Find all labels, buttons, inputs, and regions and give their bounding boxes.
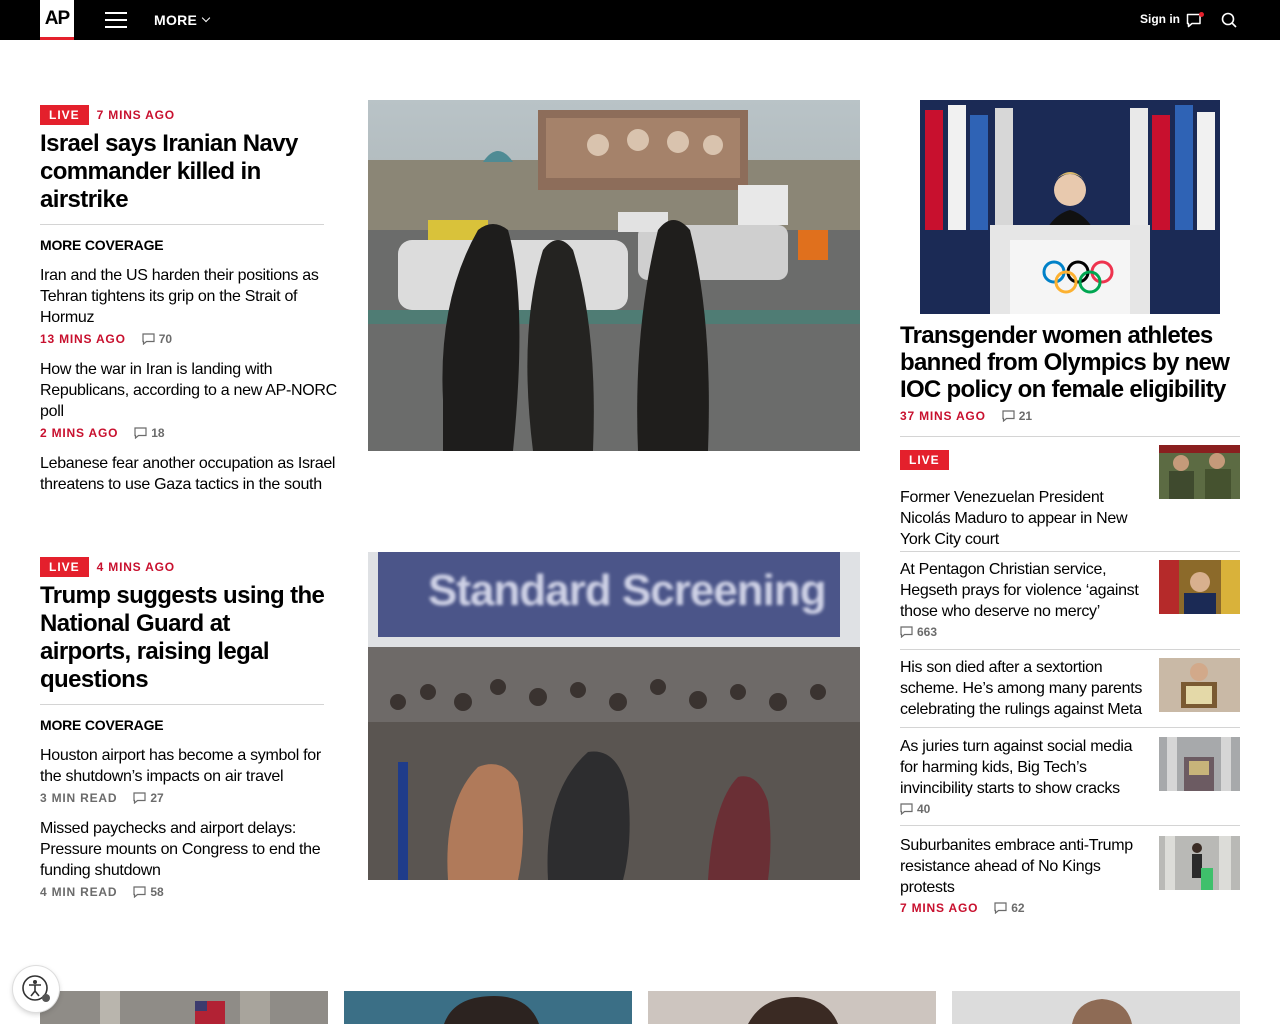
divider	[900, 649, 1240, 650]
protester-thumbnail-image	[1159, 836, 1240, 890]
divider	[40, 704, 324, 705]
right-lead-story	[900, 322, 1240, 423]
olympics-photo[interactable]	[920, 100, 1220, 314]
story1-column	[40, 104, 340, 495]
list-item	[40, 265, 340, 346]
chevron-down-icon	[202, 14, 210, 22]
bottom-story-photo-3[interactable]	[648, 991, 936, 1024]
hegseth-thumbnail[interactable]	[1159, 560, 1240, 614]
comment-icon	[900, 626, 913, 638]
no-kings-story-link[interactable]: Suburbanites embrace anti-Trump resistance ahead of No Kings protests	[900, 837, 1133, 896]
maduro-story-link[interactable]: Former Venezuelan President Nicolás Maduro to appear in New York City court	[900, 489, 1128, 548]
list-item	[900, 559, 1150, 643]
sextortion-story-link[interactable]: His son died after a sextortion scheme. He’s among many parents celebrating the rulings against Meta	[900, 659, 1143, 718]
accessibility-icon	[21, 974, 51, 1004]
comment-icon	[134, 427, 147, 439]
live-badge: LIVE	[40, 105, 89, 125]
comment-number: 58	[150, 885, 164, 899]
comments-notification-icon[interactable]	[1186, 12, 1204, 28]
list-item	[40, 818, 340, 899]
comment-icon	[900, 803, 913, 815]
comments-count[interactable]	[994, 901, 1024, 915]
comment-number: 62	[1011, 901, 1025, 915]
ap-logo[interactable]	[40, 0, 74, 40]
read-time: 3 MIN READ	[40, 791, 118, 805]
comments-count[interactable]	[133, 885, 163, 899]
accessibility-button[interactable]	[13, 966, 59, 1012]
list-item	[900, 657, 1150, 720]
bottom-story-photo-2[interactable]	[344, 991, 632, 1024]
comment-icon	[994, 902, 1007, 914]
list-item	[900, 450, 1150, 550]
more-coverage-label: MORE COVERAGE	[40, 237, 164, 253]
comments-count[interactable]	[1002, 409, 1032, 423]
hamburger-menu-icon[interactable]	[105, 12, 127, 28]
list-item	[900, 736, 1150, 820]
sign-in-link[interactable]: Sign in	[1140, 12, 1180, 26]
olympic-ceremony-photo	[920, 100, 1220, 314]
divider	[900, 825, 1240, 826]
hegseth-thumbnail-image	[1159, 560, 1240, 614]
story1-headline[interactable]: Israel says Iranian Navy commander killed in airstrike	[40, 130, 298, 213]
parent-photo-thumbnail-image	[1159, 658, 1240, 712]
time-label: 7 MINS AGO	[900, 901, 979, 915]
more-label: MORE	[154, 12, 198, 28]
comment-icon	[133, 886, 146, 898]
comments-count[interactable]	[134, 426, 164, 440]
standard-screening-sign: Standard Screening	[428, 566, 826, 615]
building-flag-image	[40, 991, 328, 1024]
story2-link-2[interactable]: Missed paychecks and airport delays: Pressure mounts on Congress to end the funding shutdown	[40, 820, 321, 879]
story1-photo[interactable]	[368, 100, 860, 451]
comments-count[interactable]	[142, 332, 172, 346]
story1-link-2[interactable]: How the war in Iran is landing with Republicans, according to a new AP-NORC poll	[40, 361, 337, 420]
portrait-image-1	[344, 991, 632, 1024]
hegseth-story-link[interactable]: At Pentagon Christian service, Hegseth prays for violence ‘against those who deserve no mercy’	[900, 561, 1139, 620]
comment-icon	[1002, 410, 1015, 422]
divider	[900, 551, 1240, 552]
list-item	[40, 453, 340, 495]
comment-number: 70	[158, 332, 173, 346]
list-item	[40, 745, 340, 805]
story2-column	[40, 556, 340, 899]
no-kings-thumbnail[interactable]	[1159, 836, 1240, 890]
more-menu-button[interactable]	[154, 12, 209, 28]
bottom-story-photo-4[interactable]	[952, 991, 1240, 1024]
logo-text: AP	[44, 7, 70, 29]
comment-number: 27	[150, 791, 164, 805]
top-navigation-bar	[0, 0, 1280, 40]
comments-count[interactable]	[900, 802, 930, 816]
comments-count[interactable]	[900, 625, 937, 639]
live-badge: LIVE	[40, 557, 89, 577]
story2-link-1[interactable]: Houston airport has become a symbol for the shutdown’s impacts on air travel	[40, 747, 321, 785]
list-item	[40, 359, 340, 440]
divider	[900, 436, 1240, 437]
live-badge: LIVE	[900, 450, 949, 470]
story1-link-1[interactable]: Iran and the US harden their positions as Tehran tightens its grip on the Strait of Hormuz	[40, 267, 319, 326]
list-item	[900, 835, 1150, 915]
comment-number: 663	[917, 625, 938, 639]
tehran-street-photo	[368, 100, 860, 451]
olympics-headline[interactable]: Transgender women athletes banned from Olympics by new IOC policy on female eligibility	[900, 322, 1230, 403]
search-icon[interactable]	[1221, 12, 1237, 28]
time-label: 37 MINS AGO	[900, 409, 986, 423]
read-time: 4 MIN READ	[40, 885, 118, 899]
comment-icon	[142, 333, 155, 345]
time-label: 2 MINS AGO	[40, 426, 119, 440]
story2-headline[interactable]: Trump suggests using the National Guard at airports, raising legal questions	[40, 582, 325, 693]
divider	[900, 727, 1240, 728]
comment-number: 18	[151, 426, 165, 440]
courthouse-thumbnail-image	[1159, 737, 1240, 791]
soldiers-thumbnail-image	[1159, 445, 1240, 499]
story2-photo[interactable]	[368, 552, 860, 880]
portrait-image-2	[648, 991, 936, 1024]
sextortion-thumbnail[interactable]	[1159, 658, 1240, 712]
portrait-image-3	[952, 991, 1240, 1024]
comment-number: 40	[917, 802, 931, 816]
comment-icon	[133, 792, 146, 804]
more-coverage-label: MORE COVERAGE	[40, 717, 164, 733]
story1-link-3[interactable]: Lebanese fear another occupation as Israel threatens to use Gaza tactics in the south	[40, 455, 336, 493]
big-tech-story-link[interactable]: As juries turn against social media for harming kids, Big Tech’s invincibility starts to show cracks	[900, 738, 1133, 797]
maduro-thumbnail[interactable]	[1159, 445, 1240, 499]
bottom-story-photo-1[interactable]	[40, 991, 328, 1024]
story1-time: 7 MINS AGO	[96, 108, 175, 122]
comments-count[interactable]	[133, 791, 163, 805]
divider	[40, 224, 324, 225]
big-tech-thumbnail[interactable]	[1159, 737, 1240, 791]
time-label: 13 MINS AGO	[40, 332, 126, 346]
story2-time: 4 MINS AGO	[96, 560, 175, 574]
comment-number: 21	[1018, 409, 1033, 423]
